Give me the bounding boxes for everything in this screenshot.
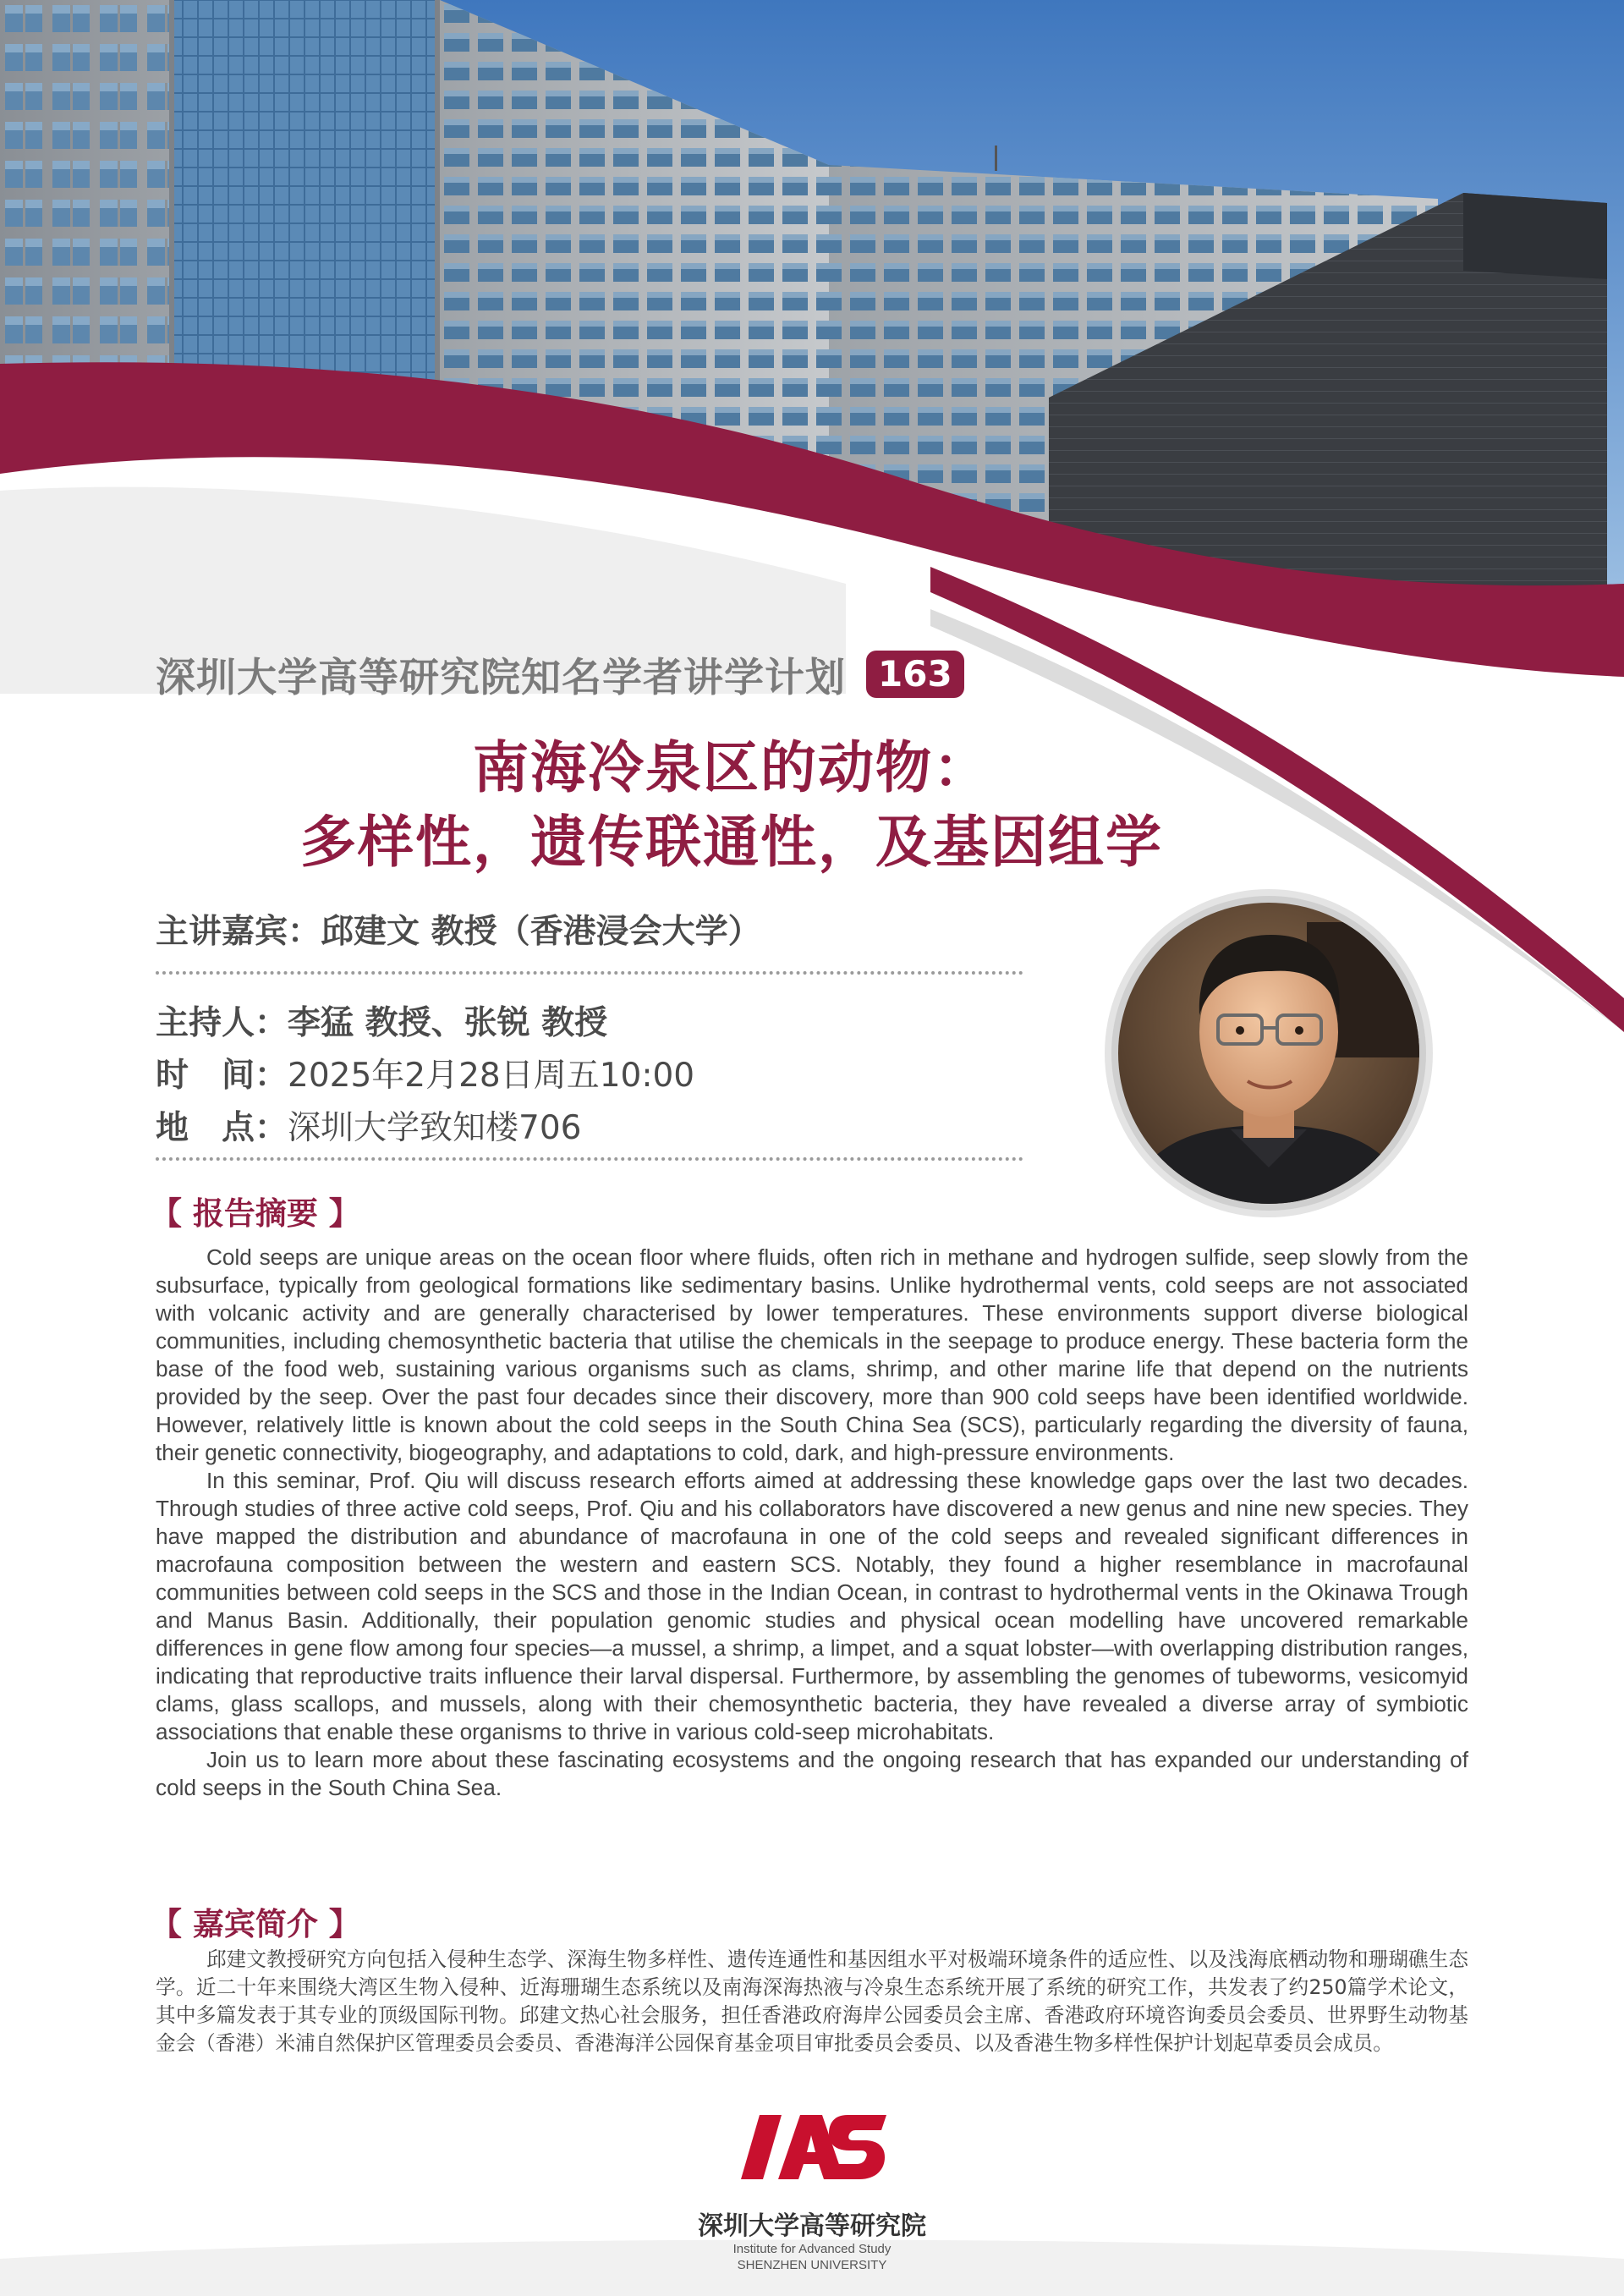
abstract-body bbox=[156, 1244, 1468, 1802]
venue-label: 地 点： bbox=[156, 1109, 288, 1147]
abstract-paragraph-1: Cold seeps are unique areas on the ocean floor where fluids, often rich in methane and hydrogen sulfide, seep slowly from the subsurface, typically from geological formations like sedimentary basins. Unlike hydrothermal vents, cold seeps are not associated with volcanic activity and are generally characterised by lower temperatures. These environments support diverse biological communities, including chemosynthetic bacteria that utilise the chemicals in the seepage to produce energy. These bacteria form the base of the food web, sustaining various organisms such as clams, shrimp, and other marine life that depend on the nutrients provided by the seep. Over the past four decades since their discovery, more than 900 cold seeps have been identified worldwide. However, relatively little is known about the cold seeps in the South China Sea (SCS), particularly regarding the diversity of fauna, their genetic connectivity, biogeography, and adaptations to cold, dark, and high-pressure environments. bbox=[156, 1244, 1468, 1465]
time-value: 2025年2月28日周五10:00 bbox=[288, 1057, 695, 1095]
host-row bbox=[156, 997, 607, 1044]
divider-bottom bbox=[156, 1157, 1023, 1161]
time-label: 时 间： bbox=[156, 1057, 288, 1095]
venue-value: 深圳大学致知楼706 bbox=[288, 1109, 582, 1147]
host-value: 李猛 教授、张锐 教授 bbox=[288, 1004, 608, 1042]
speaker-value: 邱建文 教授（香港浸会大学） bbox=[321, 913, 761, 951]
bio-body: 邱建文教授研究方向包括入侵种生态学、深海生物多样性、遗传连通性和基因组水平对极端环境条件的适应性、以及浅海底栖动物和珊瑚礁生态学。近二十年来围绕大湾区生物入侵种、近海珊瑚生态系统以及南海深海热液与冷泉生态系统开展了系统的研究工作，共发表了约250篇学术论文，其中多篇发表于其专业的顶级国际刊物。邱建文热心社会服务，担任香港政府海岸公园委员会主席、香港政府环境咨询委员会委员、世界野生动物基金会（香港）米浦自然保护区管理委员会委员、香港海洋公园保育基金项目审批委员会委员、以及香港生物多样性保护计划起草委员会成员。 bbox=[156, 1947, 1468, 2055]
host-label: 主持人： bbox=[156, 1004, 288, 1042]
lecture-title-line-2: 多样性，遗传联通性，及基因组学 bbox=[300, 810, 1163, 875]
institute-name-cn: 深圳大学高等研究院 bbox=[698, 2211, 926, 2241]
abstract-paragraph-2: In this seminar, Prof. Qiu will discuss research efforts aimed at addressing these knowledge gaps over the last two decades. Through studies of three active cold seeps, Prof. Qiu and his collaborators have discovered a new genus and nine new species. They have mapped the distribution and abundance of macrofauna in one of the cold seeps and revealed significant differences in macrofauna composition between the western and eastern SCS. Notably, they found a higher resemblance in macrofaunal communities between cold seeps in the SCS and those in the Indian Ocean, in contrast to hydrothermal vents in the Okinawa Trough and Manus Basin. Additionally, their population genomic studies and physical ocean modelling have uncovered remarkable differences in gene flow among four species—a mussel, a shrimp, a limpet, and a squat lobster—with overlapping distribution ranges, indicating that reproductive traits influence their larval dispersal. Furthermore, by assembling the genomes of tubeworms, vesicomyid clams, glass scallops, and mussels, along with their chemosynthetic bacteria, they have revealed a diverse array of symbiotic associations that enable these organisms to thrive in various cold-seep microhabitats. bbox=[156, 1468, 1468, 1744]
abstract-paragraph-3: Join us to learn more about these fascinating ecosystems and the ongoing research that has expanded our understanding of cold seeps in the South China Sea. bbox=[156, 1747, 1468, 1800]
lecture-series-row bbox=[156, 645, 964, 704]
institute-name-en: Institute for Advanced Study bbox=[732, 2242, 892, 2256]
divider-top bbox=[156, 971, 1023, 975]
time-row bbox=[156, 1049, 694, 1096]
lecture-number-badge: 163 bbox=[866, 651, 964, 698]
university-name-en: SHENZHEN UNIVERSITY bbox=[737, 2258, 887, 2272]
bio-heading: 【 嘉宾简介 】 bbox=[151, 1906, 360, 1942]
speaker-line bbox=[156, 905, 761, 953]
ias-logo bbox=[734, 2113, 890, 2181]
speaker-label: 主讲嘉宾： bbox=[156, 913, 321, 951]
lecture-title-line-1: 南海冷泉区的动物： bbox=[473, 735, 990, 800]
speaker-portrait-photo bbox=[1104, 888, 1434, 1218]
venue-row bbox=[156, 1101, 581, 1149]
lecture-series-title: 深圳大学高等研究院知名学者讲学计划 bbox=[156, 654, 846, 701]
abstract-heading: 【 报告摘要 】 bbox=[151, 1195, 360, 1232]
lecture-title bbox=[152, 731, 1311, 880]
